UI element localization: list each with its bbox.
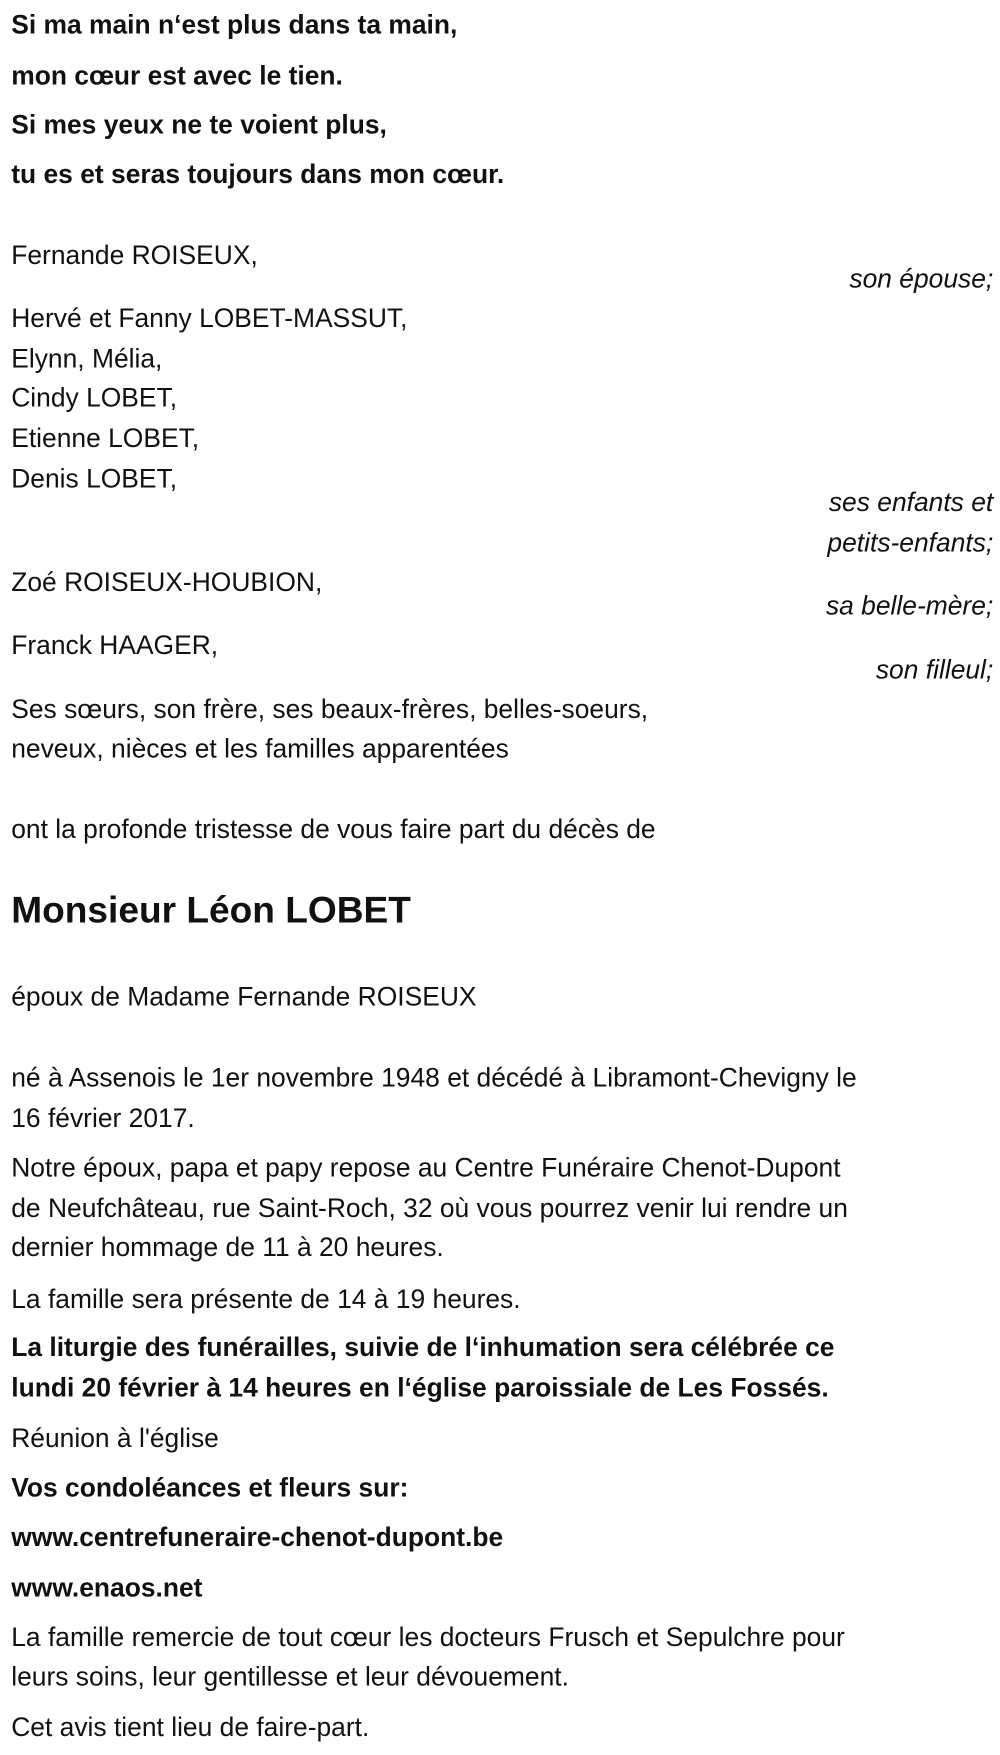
thanks: La famille remercie de tout cœur les docteurs Frusch et Sepulchre pour bbox=[11, 1622, 845, 1652]
thanks: leurs soins, leur gentillesse et leur dévouement. bbox=[11, 1661, 569, 1692]
poem-line: mon cœur est avec le tien. bbox=[11, 60, 343, 90]
child-name: Elynn, Mélia, bbox=[11, 343, 163, 374]
mother-in-law-role: sa belle-mère; bbox=[825, 591, 994, 621]
child-name: Etienne LOBET, bbox=[11, 423, 200, 453]
spouse-role: son épouse; bbox=[849, 264, 994, 294]
birth-death: 16 février 2017. bbox=[11, 1103, 195, 1133]
child-name: Hervé et Fanny LOBET-MASSUT, bbox=[11, 303, 408, 333]
spouse-of: époux de Madame Fernande ROISEUX bbox=[11, 982, 477, 1012]
birth-death: né à Assenois le 1er novembre 1948 et décédé à Libramont-Chevigny le bbox=[11, 1062, 857, 1093]
closing: Cet avis tient lieu de faire-part. bbox=[11, 1712, 370, 1742]
enaos-link[interactable]: www.enaos.net bbox=[11, 1573, 203, 1603]
family-present: La famille sera présente de 14 à 19 heures. bbox=[11, 1284, 521, 1314]
godson-role: son filleul; bbox=[875, 655, 994, 685]
other-family: Ses sœurs, son frère, ses beaux-frères, belles-soeurs, bbox=[11, 694, 649, 724]
child-name: Denis LOBET, bbox=[11, 464, 178, 494]
rest-place: de Neufchâteau, rue Saint-Roch, 32 où vous pourrez venir lui rendre un bbox=[11, 1193, 848, 1223]
poem-line: Si mes yeux ne te voient plus, bbox=[11, 110, 387, 140]
child-name: Cindy LOBET, bbox=[11, 383, 178, 413]
funeral-info: La liturgie des funérailles, suivie de l‘inhumation sera célébrée ce bbox=[11, 1332, 835, 1362]
funeral-home-link[interactable]: www.centrefuneraire-chenot-dupont.be bbox=[11, 1522, 504, 1552]
rest-place: Notre époux, papa et papy repose au Centre Funéraire Chenot-Dupont bbox=[11, 1152, 841, 1183]
poem-line: tu es et seras toujours dans mon cœur. bbox=[11, 159, 505, 189]
rest-place: dernier hommage de 11 à 20 heures. bbox=[11, 1232, 444, 1262]
spouse-name: Fernande ROISEUX, bbox=[11, 240, 258, 270]
children-role: petits-enfants; bbox=[827, 528, 994, 558]
poem-line: Si ma main n‘est plus dans ta main, bbox=[11, 10, 458, 40]
meeting-place: Réunion à l'église bbox=[11, 1423, 219, 1453]
condolences-label: Vos condoléances et fleurs sur: bbox=[11, 1473, 409, 1503]
funeral-info: lundi 20 février à 14 heures en l‘église paroissiale de Les Fossés. bbox=[11, 1373, 829, 1403]
deceased-name: Monsieur Léon LOBET bbox=[11, 888, 411, 931]
other-family: neveux, nièces et les familles apparentées bbox=[11, 733, 509, 763]
mother-in-law-name: Zoé ROISEUX-HOUBION, bbox=[11, 567, 323, 597]
godson-name: Franck HAAGER, bbox=[11, 630, 219, 660]
children-role: ses enfants et bbox=[828, 487, 994, 517]
announcement: ont la profonde tristesse de vous faire part du décès de bbox=[11, 814, 656, 844]
